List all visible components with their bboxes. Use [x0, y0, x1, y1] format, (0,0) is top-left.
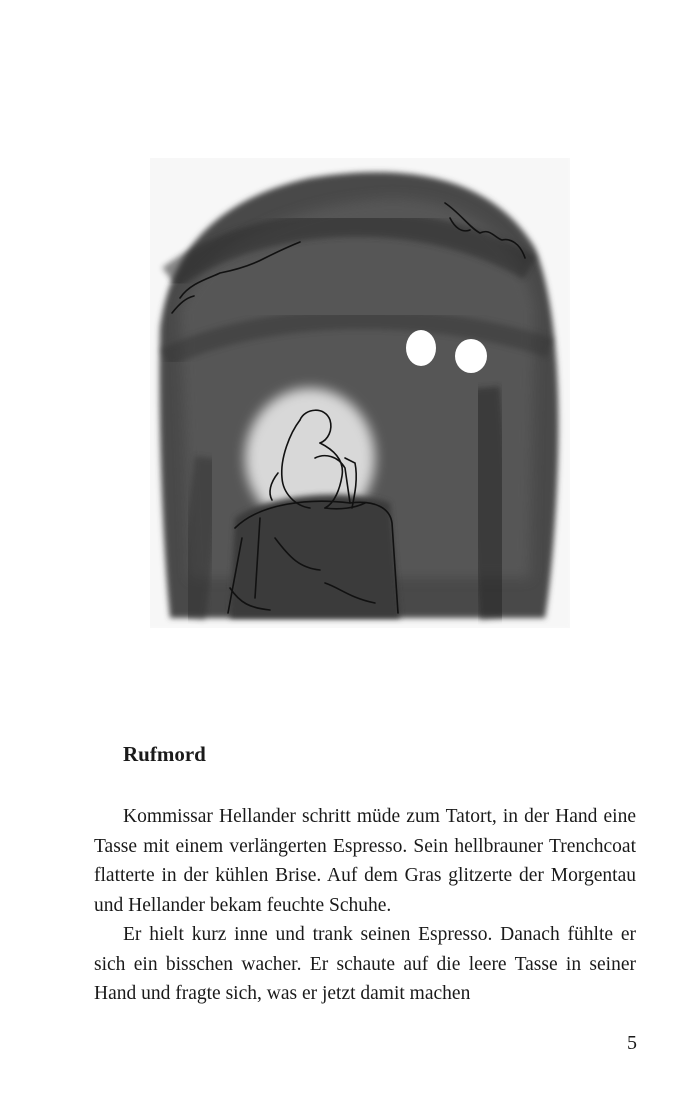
paragraph: Kommissar Hellander schritt müde zum Tatort, in der Hand eine Tasse mit einem verlängerten Espresso. Sein hellbrauner Trenchcoat flatterte in der kühlen Brise. Auf dem Gras glitzerte der Morgentau und Hellander bekam feuchte Schuhe. [94, 806, 636, 916]
ink-wash-illustration [150, 158, 570, 628]
chapter-title: Rufmord [123, 742, 206, 766]
body-text [94, 802, 636, 1009]
paragraph: Er hielt kurz inne und trank seinen Espresso. Danach fühlte er sich ein bisschen wacher. Er schaute auf die leere Tasse in seiner Hand und fragte sich, was er jetzt damit machen [94, 924, 636, 1004]
page-number: 5 [627, 1032, 637, 1054]
